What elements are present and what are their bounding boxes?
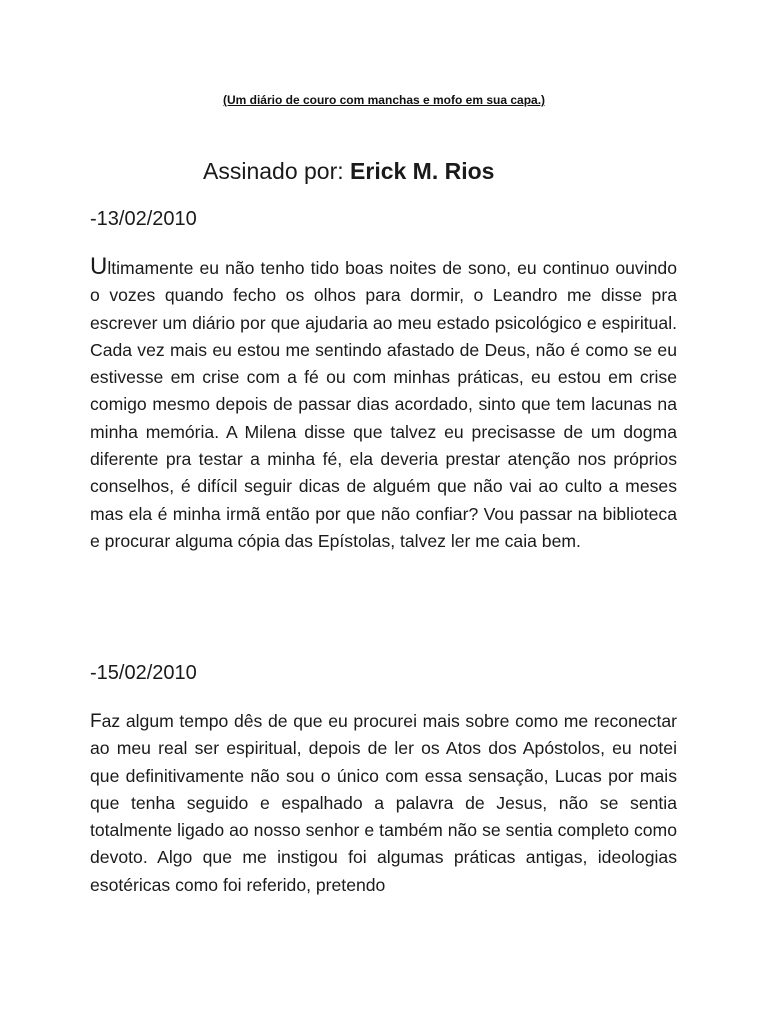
entry-paragraph [90,255,677,555]
entry-first-letter: U [90,253,108,280]
entry-paragraph [90,708,677,899]
entry-date: -13/02/2010 [90,208,197,230]
entry-text: ltimamente eu não tenho tido boas noites de sono, eu continuo ouvindo o vozes quando fecho os olhos para dormir, o Leandro me disse pra escrever um diário por que ajudaria ao meu estado psicológico e espiritual. Cada vez mais eu estou me sentindo afastado de Deus, não é como se eu estivesse em crise com a fé ou com minhas práticas, eu estou em crise comigo mesmo depois de passar dias acordado, sinto que tem lacunas na minha memória. A Milena disse que talvez eu precisasse de um dogma diferente pra testar a minha fé, ela deveria prestar atenção nos próprios conselhos, é difícil seguir dicas de alguém que não vai ao culto a meses mas ela é minha irmã então por que não confiar? Vou passar na biblioteca e procurar alguma cópia das Epístolas, talvez ler me caia bem. [90,258,677,551]
entry-text: az algum tempo dês de que eu procurei mais sobre como me reconectar ao meu real ser espiritual, depois de ler os Atos dos Apóstolos, eu notei que definitivamente não sou o único com essa sensação, Lucas por mais que tenha seguido e espalhado a palavra de Jesus, não se sentia totalmente ligado ao nosso senhor e também não se sentia completo como devoto. Algo que me instigou foi algumas práticas antigas, ideologias esotéricas como foi referido, pretendo [90,711,677,895]
signature-line [203,158,494,185]
document-caption: (Um diário de couro com manchas e mofo em sua capa.) [222,93,546,107]
entry-date: -15/02/2010 [90,662,197,684]
signature-prefix: Assinado por: [203,158,351,184]
entry-first-letter: F [90,711,102,732]
signature-name: Erick M. Rios [350,158,495,184]
